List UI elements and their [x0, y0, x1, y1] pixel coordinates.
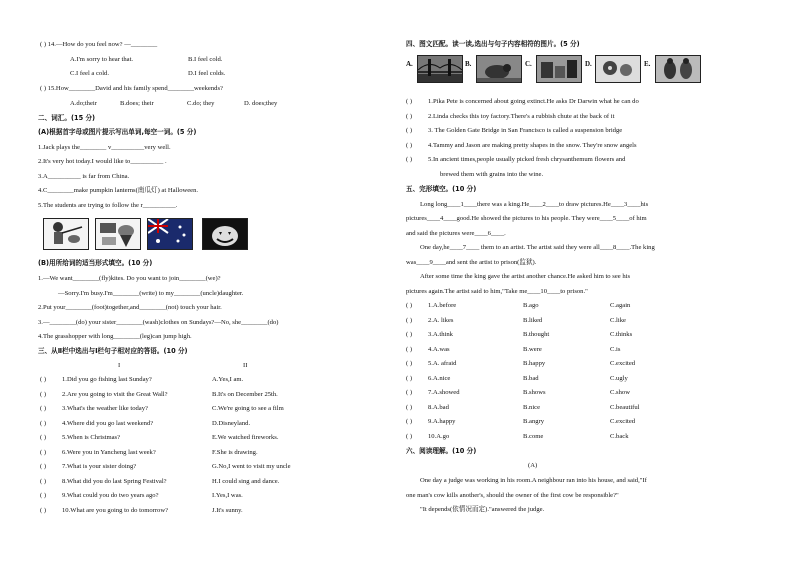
answer-paren: ( )	[40, 463, 47, 470]
vocab-a1: 1.Jack plays the________ v__________very well.	[38, 144, 171, 151]
cloze-option-c: C.beautiful	[610, 403, 640, 411]
ice-cream-picture	[95, 218, 141, 250]
match-question: 9.What could you do two years ago?	[62, 492, 159, 499]
reading-line-1: One day a judge was working in his room.A neighbour ran into his house, and said,"If	[420, 477, 647, 484]
q15-option-d: D. does;they	[244, 100, 278, 107]
match-answer: C.We're going to see a film	[212, 405, 284, 412]
answer-paren: ( )	[406, 418, 413, 425]
section-3-title: 三、从Ⅱ栏中选出与Ⅰ栏句子相对应的答语。(10 分)	[38, 347, 188, 355]
match-sentence: 4.Tammy and Jason are making pretty shapes in the snow. They're snow angels	[428, 141, 637, 149]
cloze-passage-3: and said the pictures were____6____.	[406, 230, 506, 237]
match-answer: B.It's on December 25th.	[212, 390, 278, 398]
answer-paren: ( )	[406, 112, 413, 120]
answer-paren: ( )	[40, 419, 47, 427]
q15-option-c: C.do; they	[187, 100, 215, 107]
chrysanthemum-picture	[595, 55, 641, 83]
answer-paren: ( )	[406, 316, 413, 324]
cloze-option-b: B.angry	[523, 418, 545, 425]
match-question: 10.What are you going to do tomorrow?	[62, 506, 169, 514]
column-i-label: I	[118, 362, 121, 369]
cloze-option-a: 8.A.bad	[428, 403, 449, 411]
picture-a-label: A.	[406, 60, 413, 68]
section-2-title: 二、词汇。(15 分)	[38, 114, 96, 122]
answer-paren: ( )	[406, 156, 413, 164]
match-answer: G.No,I went to visit my uncle	[212, 463, 291, 470]
vocab-a4: 4.C________make pumpkin lanterns(南瓜灯) at Halloween.	[38, 187, 199, 194]
answer-paren: ( )	[406, 331, 413, 338]
fill-b2: 2.Put your________(foot)together,and________(not) touch your hair.	[38, 304, 222, 311]
picture-d-label: D.	[585, 60, 592, 68]
cloze-option-b: B.shows	[523, 389, 546, 396]
answer-paren: ( )	[40, 390, 47, 398]
pumpkin-lantern-picture	[202, 218, 248, 250]
vocab-a5: 5.The students are trying to follow the r__________.	[38, 202, 178, 209]
match-answer: F.She is drawing.	[212, 448, 258, 456]
match-question: 5.When is Christmas?	[62, 434, 121, 441]
cloze-option-b: B.nice	[523, 403, 541, 411]
section-2a-title: (A)根据首字母或图片提示写出单词,每空一词。(5 分)	[38, 128, 197, 136]
cloze-option-a: 4.A.was	[428, 345, 450, 353]
snow-angels-picture	[655, 55, 701, 83]
cloze-option-b: B.thought	[523, 331, 550, 338]
picture-c-label: C.	[525, 60, 532, 68]
match-question: 2.Are you going to visit the Great Wall?	[62, 390, 168, 398]
answer-paren: ( )	[40, 405, 47, 412]
cloze-option-c: C.excited	[610, 418, 636, 425]
golden-gate-picture	[417, 55, 463, 83]
answer-paren: ( )	[406, 98, 413, 105]
cloze-option-b: B.happy	[523, 360, 546, 367]
cloze-option-c: C.again	[610, 302, 631, 309]
cloze-option-c: C.like	[610, 316, 626, 324]
cloze-passage-7: pictures again.The artist said to him,"Take me____10____to prison."	[406, 288, 588, 295]
reading-a-label: (A)	[528, 462, 538, 469]
match-question: 1.Did you go fishing last Sunday?	[62, 376, 152, 383]
cloze-option-c: C.ugly	[610, 374, 628, 382]
cloze-option-a: 7.A.showed	[428, 389, 460, 396]
cloze-option-b: B.liked	[523, 316, 543, 324]
cloze-passage-2: pictures____4____good.He showed the pictures to his people. They were____5____of him	[406, 215, 647, 222]
match-answer: H.I could sing and dance.	[212, 477, 280, 485]
match-question: 8.What did you do last Spring Festival?	[62, 477, 167, 485]
match-sentence: 5.In ancient times,people usually picked fresh chrysanthemum flowers and	[428, 156, 626, 164]
q15-question: ( ) 15.How________David and his family spend________weekends?	[40, 85, 223, 92]
cloze-option-b: B.come	[523, 432, 544, 440]
cloze-option-b: B.bad	[523, 374, 539, 382]
answer-paren: ( )	[406, 403, 413, 411]
cloze-option-c: C.is	[610, 345, 621, 353]
violin-picture	[43, 218, 89, 250]
match-answer: A.Yes,I am.	[212, 376, 244, 383]
answer-paren: ( )	[406, 360, 413, 367]
reading-line-2: one man's cow kills another's, should the owner of the first cow be responsible?"	[406, 492, 619, 499]
q15-option-b: B.does; their	[120, 100, 154, 107]
section-6-title: 六、阅读理解。(10 分)	[406, 447, 477, 455]
match-answer: E.We watched fireworks.	[212, 434, 279, 441]
match-sentence: 3. The Golden Gate Bridge in San Francisco is called a suspension bridge	[428, 127, 623, 135]
cloze-option-c: C.back	[610, 432, 629, 440]
cloze-option-c: C.show	[610, 389, 630, 396]
cloze-option-a: 5.A. afraid	[428, 360, 457, 367]
cloze-option-a: 1.A.before	[428, 302, 457, 309]
answer-paren: ( )	[406, 389, 413, 396]
answer-paren: ( )	[40, 492, 47, 499]
vocab-a3: 3.A__________ is far from China.	[38, 173, 130, 180]
match-question: 3.What's the weather like today?	[62, 405, 148, 412]
answer-paren: ( )	[406, 141, 413, 149]
section-5-title: 五、完形填空。(10 分)	[406, 185, 477, 193]
toy-factory-picture	[536, 55, 582, 83]
answer-paren: ( )	[40, 448, 47, 456]
match-question: 4.Where did you go last weekend?	[62, 419, 154, 427]
vocab-a2: 2.It's very hot today.I would like to__________ .	[38, 158, 167, 165]
section-2b-title: (B)用所给词的适当形式填空。(10 分)	[38, 259, 153, 267]
cloze-option-a: 10.A.go	[428, 432, 450, 440]
cloze-passage-4: One day,he____7____ them to an artist. The artist said they were all____8____.The king	[420, 244, 655, 251]
answer-paren: ( )	[40, 376, 47, 383]
fill-b3: 3.—________(do) your sister________(wash)clothes on Sundays?—No, she________(do)	[38, 319, 279, 326]
answer-paren: ( )	[406, 345, 413, 353]
cloze-option-b: B.ago	[523, 302, 539, 309]
answer-paren: ( )	[40, 477, 47, 485]
answer-paren: ( )	[406, 432, 413, 440]
reading-line-3: "It depends(依情况而定)."answered the judge.	[420, 506, 545, 513]
sentence-5-continued: brewed them with grains into the wine.	[440, 171, 544, 178]
cloze-option-b: B.were	[523, 345, 542, 353]
cloze-passage-5: was____9____and sent the artist to prison(监狱).	[406, 259, 537, 266]
pika-picture	[476, 55, 522, 83]
cloze-option-c: C.thinks	[610, 331, 633, 338]
picture-b-label: B.	[465, 60, 472, 68]
answer-paren: ( )	[406, 302, 413, 309]
section-4-title: 四、图文匹配。读一读,选出与句子内容相符的图片。(5 分)	[406, 40, 580, 48]
q15-option-a: A.do;their	[70, 100, 97, 107]
q14-option-c: C.I feel a cold.	[70, 70, 109, 77]
answer-paren: ( )	[40, 506, 47, 514]
answer-paren: ( )	[406, 127, 413, 135]
q14-question: ( ) 14.—How do you feel now? —________	[40, 41, 158, 48]
fill-b4: 4.The grasshopper with long________(leg)can jump high.	[38, 333, 192, 340]
cloze-option-a: 6.A.nice	[428, 374, 451, 382]
cloze-passage-1: Long long____1____there was a king.He____2____to draw pictures.He____3____his	[420, 201, 649, 208]
answer-paren: ( )	[40, 434, 47, 441]
match-answer: I.Yes,I was.	[212, 492, 243, 499]
match-answer: D.Disneyland.	[212, 419, 251, 427]
match-question: 7.What is your sister doing?	[62, 463, 137, 470]
fill-b1: 1.—We want________(fly)kites. Do you want to join________(we)?	[38, 275, 221, 282]
cloze-option-a: 9.A.happy	[428, 418, 456, 425]
fill-b1-reply: —Sorry.I'm busy.I'm________(write) to my________(uncle)daughter.	[58, 290, 244, 297]
australia-flag-picture	[147, 218, 193, 250]
match-sentence: 2.Linda checks this toy factory.There's a rubbish chute at the back of it	[428, 112, 615, 120]
q14-option-b: B.I feel cold.	[188, 56, 223, 63]
cloze-option-a: 3.A.think	[428, 331, 453, 338]
q14-option-d: D.I feel colds.	[188, 70, 226, 77]
match-question: 6.Were you in Yancheng last week?	[62, 448, 156, 456]
cloze-option-c: C.excited	[610, 360, 636, 367]
match-answer: J.It's sunny.	[212, 506, 243, 514]
picture-e-label: E.	[644, 60, 651, 68]
cloze-passage-6: After some time the king gave the artist another chance.He asked him to see his	[420, 273, 631, 280]
q14-option-a: A.I'm sorry to hear that.	[70, 56, 134, 63]
match-sentence: 1.Pika Pete is concerned about going extinct.He asks Dr Darwin what he can do	[428, 98, 639, 105]
answer-paren: ( )	[406, 374, 413, 382]
cloze-option-a: 2.A. likes	[428, 316, 454, 324]
column-ii-label: II	[243, 362, 248, 369]
